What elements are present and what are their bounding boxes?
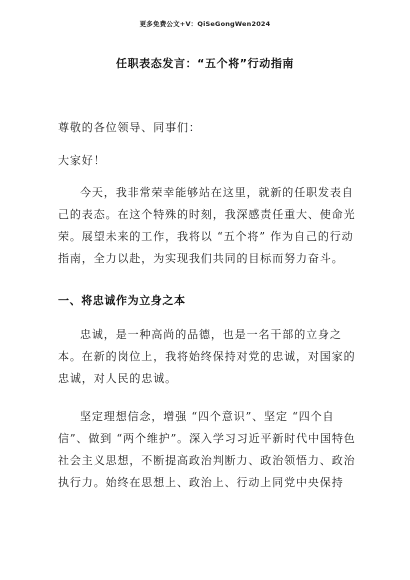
salute-line: 大家好！ (58, 154, 106, 167)
paragraph-ideals: 坚定理想信念，增强 “四个意识”、坚定 “四个自信”、做到 “两个维护”。深入学习习近平新时代中国特色社会主义思想，不断提高政治判断力、政治领悟力、政治执行力。始终在思想上、政治上、行动上同党中央保持 (58, 410, 356, 489)
section-heading-1: 一、将忠诚作为立身之本 (58, 294, 186, 307)
document-title: 任职表态发言：“五个将”行动指南 (115, 57, 295, 70)
paragraph-intro: 今天，我非常荣幸能够站在这里，就新的任职发表自己的表态。在这个特殊的时刻，我深感责任重大、使命光荣。展望未来的工作，我将以 “五个将” 作为自己的行动指南，全力以赴，为实现我们共同的目标而努力奋斗。 (58, 186, 356, 265)
greeting-line: 尊敬的各位领导、同事们： (58, 121, 201, 134)
paragraph-loyalty: 忠诚，是一种高尚的品德，也是一名干部的立身之本。在新的岗位上，我将始终保持对党的忠诚，对国家的忠诚，对人民的忠诚。 (58, 328, 356, 385)
header-note: 更多免费公文+V：QiSeGongWen2024 (139, 20, 271, 28)
